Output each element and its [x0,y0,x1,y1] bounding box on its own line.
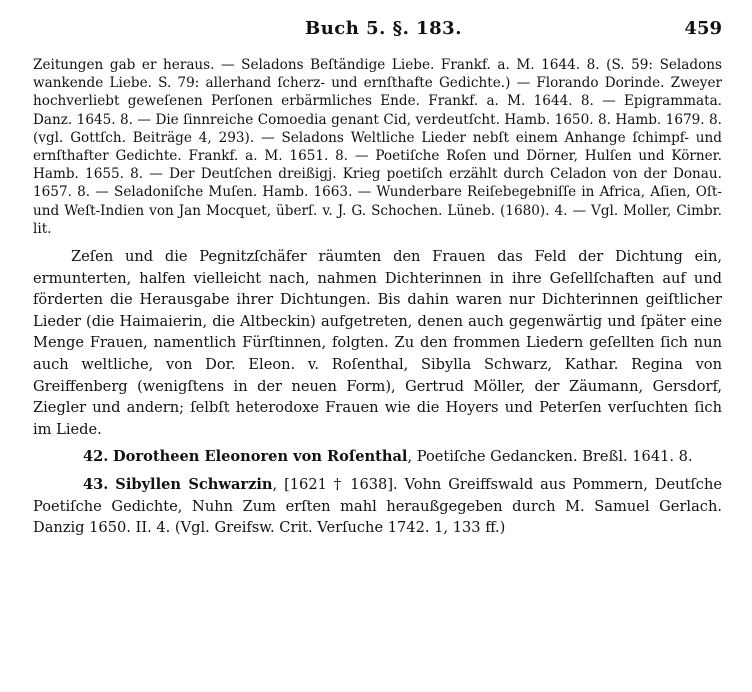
entry-text: , [1621 † 1638]. Vohn Greiffswald aus Pommern, Deutſche Poetiſche Gedichte, Nuhn Zum erſten mahl heraußgegeben durch M. Samuel Gerlach. Danzig 1650. II. 4. (Vgl. Greifsw. Crit. Verſuche 1742. 1, 133 ff.) [33,475,722,537]
entry-text: , Poetiſche Gedancken. Breßl. 1641. 8. [407,448,693,466]
entry-43 [33,474,722,539]
page-number: 459 [684,18,722,39]
bibliography-paragraph: Zeitungen gab er heraus. — Seladons Beſtändige Liebe. Frankf. a. M. 1644. 8. (S. 59: Seladons wankende Liebe. S. 79: allerhand ſcherz- und ernſthafte Gedichte.) — Florando Dorinde. Zweyer hochverliebt geweſenen Perſonen erbärmliches Ende. Frankf. a. M. 1644. 8. — Epigrammata. Danz. 1645. 8. — Die ſinnreiche Comoedia genant Cid, verdeutſcht. Hamb. 1650. 8. Hamb. 1679. 8. (vgl. Gottſch. Beiträge 4, 293). — Seladons Weltliche Lieder nebſt einem Anhange ſchimpf- und ernſthafter Gedichte. Frankf. a. M. 1651. 8. — Poetiſche Roſen und Dörner, Hulſen und Körner. Hamb. 1655. 8. — Der Deutſchen dreißigj. Krieg poetiſch erzählt durch Celadon von der Donau. 1657. 8. — Seladoniſche Muſen. Hamb. 1663. — Wunderbare Reiſebegebniſſe in Africa, Aſien, Oſt- und Weſt-Indien von Jan Mocquet, überſ. v. J. G. Schochen. Lüneb. (1680). 4. — Vgl. Moller, Cimbr. lit. [33,57,722,237]
entry-author-name: Sibyllen Schwarzin [115,475,273,493]
running-title: Buch 5. §. 183. [305,18,462,39]
page-header [33,14,722,56]
entry-number: 43. [83,475,109,493]
main-paragraph: Zeſen und die Pegnitzſchäfer räumten den Frauen das Feld der Dichtung ein, ermunterten, halfen vielleicht nach, nahmen Dichterinnen in ihre Geſellſchaften auf und förderten die Herausgabe ihrer Dichtungen. Bis dahin waren nur Dichterinnen geiſtlicher Lieder (die Haimaierin, die Altbeckin) aufgetreten, denen auch gegenwärtig und ſpäter eine Menge Frauen, namentlich Fürſtinnen, folgten. Zu den frommen Liedern geſellten ſich nun auch weltliche, von Dor. Eleon. v. Roſenthal, Sibylla Schwarz, Kathar. Regina von Greiffenberg (wenigſtens in der neuen Form), Gertrud Möller, der Zäumann, Gersdorf, Ziegler und andern; ſelbſt heterodoxe Frauen wie die Hoyers und Peterſen verſuchten ſich im Liede. [33,248,722,438]
entry-42 [33,446,722,468]
entry-author-name: Dorotheen Eleonoren von Roſenthal [113,448,408,466]
entry-number: 42. [83,448,109,466]
